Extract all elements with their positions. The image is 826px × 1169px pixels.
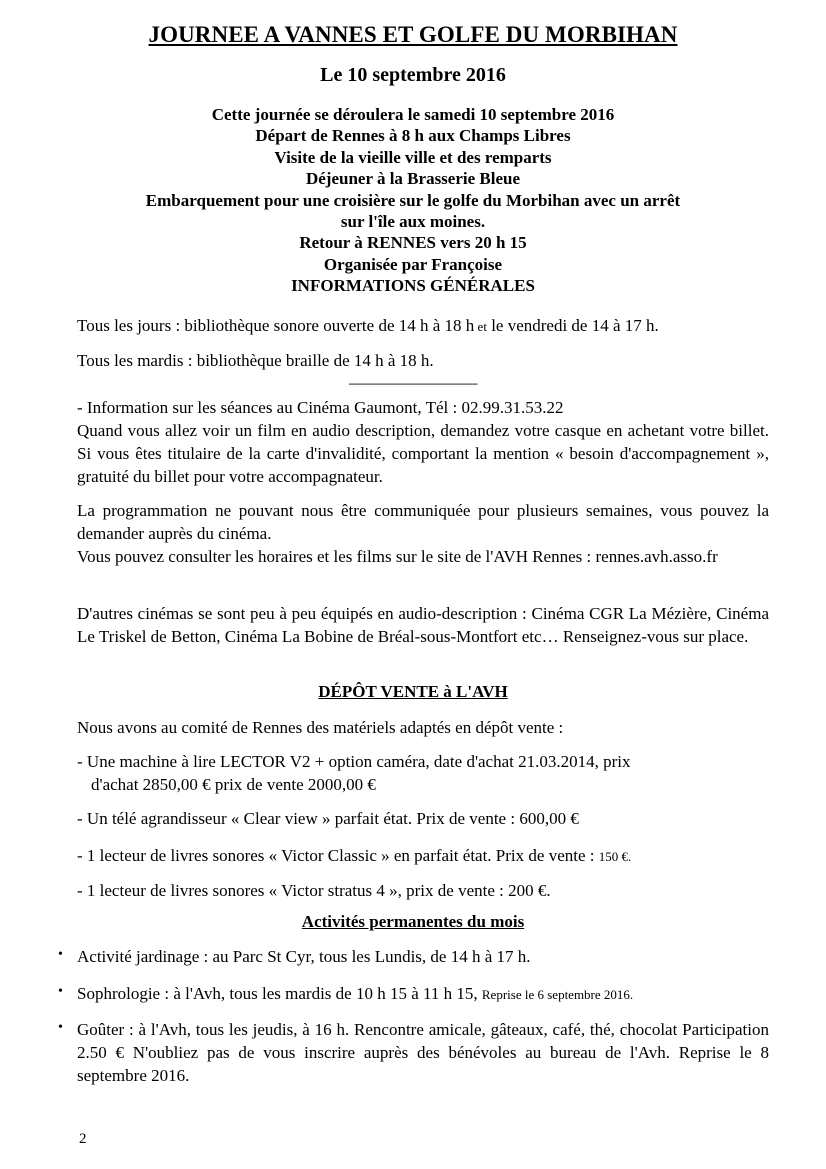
section-heading-activities: Activités permanentes du mois	[301, 912, 525, 931]
activity-text: Sophrologie : à l'Avh, tous les mardis de 10 h 15 à 11 h 15,	[77, 984, 482, 1003]
depot-item-clearview: - Un télé agrandisseur « Clear view » parfait état. Prix de vente : 600,00 €	[77, 809, 579, 828]
library-sound-hours	[77, 314, 769, 338]
programme-line: Cette journée se déroulera le samedi 10 septembre 2016	[211, 105, 615, 124]
programme-line: Départ de Rennes à 8 h aux Champs Libres	[255, 126, 571, 146]
page-title: JOURNEE A VANNES ET GOLFE DU MORBIHAN	[148, 22, 678, 47]
depot-item-victor-classic	[77, 844, 769, 868]
library-braille-hours: Tous les mardis : bibliothèque braille de 14 h à 18 h.	[77, 351, 434, 370]
library-sound-end: le vendredi de 14 à 17 h.	[486, 316, 659, 335]
programme-line: Retour à RENNES vers 20 h 15	[299, 233, 527, 253]
depot-item-line: d'achat 2850,00 € prix de vente 2000,00 €	[91, 775, 376, 794]
bullet-icon: •	[58, 1020, 63, 1035]
programming-paragraph: La programmation ne pouvant nous être communiquée pour plusieurs semaines, vous pouvez la demander auprès du cinéma.	[77, 501, 769, 543]
section-heading-depot: DÉPÔT VENTE à L'AVH	[318, 682, 508, 701]
activity-gardening: Activité jardinage : au Parc St Cyr, tous les Lundis, de 14 h à 17 h.	[77, 947, 531, 966]
bullet-icon: •	[58, 984, 63, 999]
cinema-info-line: - Information sur les séances au Cinéma Gaumont, Tél : 02.99.31.53.22	[77, 398, 564, 417]
depot-item-line: - Une machine à lire LECTOR V2 + option caméra, date d'achat 21.03.2014, prix	[77, 752, 631, 771]
page-number: 2	[79, 1131, 87, 1147]
site-paragraph: Vous pouvez consulter les horaires et les films sur le site de l'AVH Rennes : rennes.avh.asso.fr	[77, 547, 718, 566]
depot-item-victor-stratus: - 1 lecteur de livres sonores « Victor stratus 4 », prix de vente : 200 €.	[77, 881, 551, 900]
separator-line: ––––––––––––––––	[349, 373, 477, 392]
activity-resume-small: Reprise le 6 septembre 2016.	[481, 987, 634, 1002]
programme-line: Visite de la vieille ville et des remparts	[274, 147, 552, 167]
event-date: Le 10 septembre 2016	[320, 64, 506, 86]
depot-item-text: - 1 lecteur de livres sonores « Victor Classic » en parfait état. Prix de vente :	[77, 846, 599, 865]
cinema-paragraph: Quand vous allez voir un film en audio description, demandez votre casque en achetant votre billet. Si vous êtes titulaire de la carte d'invalidité, comportant la mention « besoin d'accompagnement », gratuité du billet pour votre accompagnateur.	[77, 421, 769, 486]
library-sound-text: Tous les jours : bibliothèque sonore ouverte de 14 h à 18 h	[77, 316, 475, 335]
programme-line: Organisée par Françoise	[323, 254, 503, 274]
depot-intro: Nous avons au comité de Rennes des matériels adaptés en dépôt vente :	[77, 718, 564, 737]
other-cinemas-paragraph: D'autres cinémas se sont peu à peu équipés en audio-description : Cinéma CGR La Mézière, Cinéma Le Triskel de Betton, Cinéma La Bobine de Bréal-sous-Montfort etc… Renseignez-vous sur place.	[77, 604, 769, 646]
programme-line: Embarquement pour une croisière sur le golfe du Morbihan avec un arrêt	[145, 190, 681, 210]
activity-sophrology	[77, 982, 769, 1006]
activity-snack: Goûter : à l'Avh, tous les jeudis, à 16 h. Rencontre amicale, gâteaux, café, thé, chocolat Participation 2.50 € N'oubliez pas de vous inscrire auprès des bénévoles au bureau de l'Avh. Reprise le 8 septembre 2016.	[77, 1020, 769, 1085]
depot-item-lector	[77, 750, 769, 796]
programme-line: Déjeuner à la Brasserie Bleue	[305, 169, 521, 189]
programme-line: sur l'île aux moines.	[340, 212, 486, 232]
section-heading-general-info: INFORMATIONS GÉNÉRALES	[291, 276, 535, 296]
bullet-icon: •	[58, 947, 63, 962]
programme-block	[60, 104, 766, 297]
library-sound-small: et	[474, 319, 487, 334]
depot-item-price-small: 150 €.	[598, 849, 632, 864]
